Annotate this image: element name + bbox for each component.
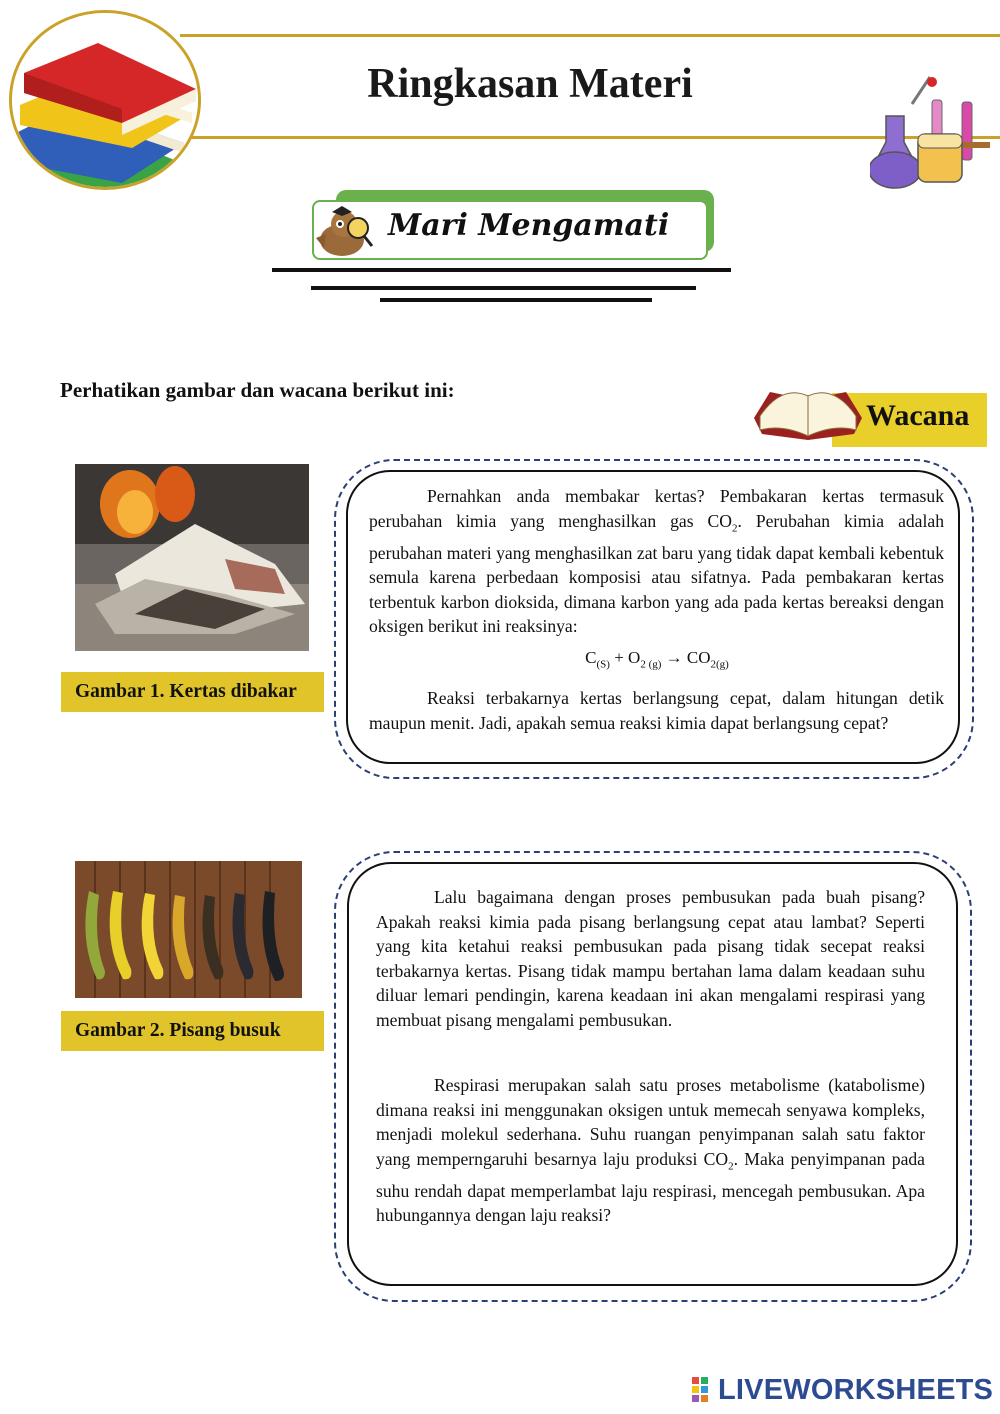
- combustion-equation: $C_{(S)} + O_2$ $_{(g)} \to CO_{2(g)}$: [585, 648, 729, 671]
- divider-rule-1: [272, 268, 731, 272]
- flask-icon: [870, 72, 995, 197]
- header-rule-top: [180, 34, 1000, 37]
- burning-paper-photo: [75, 464, 309, 651]
- passage-2-paragraph-1: Lalu bagaimana dengan proses pembusukan pada buah pisang? Apakah reaksi kimia pada pisang berlangsung cepat atau lambat? Seperti yang kita ketahui reaksi pembusukan pada pisang tidak secepat reaksi terbakarnya kertas. Pisang tidak mampu bertahan lama dalam keadaan suhu diluar lemari pendingin, karena keadaan ini akan mengalami respirasi yang membuat pisang mengalami pembusukan.: [376, 887, 925, 1030]
- passage-1-paragraph-1: Pernahkan anda membakar kertas? Pembakaran kertas termasuk perubahan kimia yang menghasilkan gas $CO_2$. Perubahan kimia adalah perubahan materi yang menghasilkan zat baru yang tidak dapat kembali kebentuk semula karena perbedaan komposisi atau sifatnya. Pada pembakaran kertas terbentuk karbon dioksida, dimana karbon yang ada pada kertas bereaksi dengan oksigen berikut ini reaksinya:: [369, 486, 944, 637]
- owl-magnifier-icon: [312, 204, 382, 260]
- wacana-label: Wacana: [866, 399, 970, 432]
- divider-rule-2: [311, 286, 696, 290]
- divider-rule-3: [380, 298, 652, 302]
- burning-paper-image: [75, 464, 309, 651]
- books-icon: [12, 13, 201, 190]
- passage-2-paragraph-2: Respirasi merupakan salah satu proses metabolisme (katabolisme) dimana reaksi ini menggunakan oksigen untuk memecah senyawa kompleks, menjadi molekul sederhana. Suhu ruangan penyimpanan salah satu faktor yang memperngaruhi besarnya laju produksi $CO_2$. Maka penyimpanan pada suhu rendah dapat memperlambat laju respirasi, mencegah pembusukan. Apa hubungannya dengan laju reaksi?: [376, 1075, 925, 1226]
- page-title: Ringkasan Materi: [367, 61, 693, 107]
- passage-1-paragraph-2: Reaksi terbakarnya kertas berlangsung cepat, dalam hitungan detik maupun menit. Jadi, apakah semua reaksi kimia dapat berlangsung cepat?: [369, 688, 944, 733]
- bananas-image: [75, 861, 302, 998]
- instruction-text: Perhatikan gambar dan wacana berikut ini:: [60, 378, 455, 402]
- open-book-icon: [752, 378, 864, 448]
- banner-title: Mari Mengamati: [388, 208, 670, 243]
- caption-gambar-1: Gambar 1. Kertas dibakar: [61, 672, 324, 712]
- banana-photo: [75, 861, 302, 998]
- books-illustration: [9, 10, 201, 190]
- liveworksheets-logo[interactable]: LIVEWORKSHEETS: [718, 1374, 994, 1406]
- liveworksheets-logo-icon: [692, 1377, 718, 1403]
- caption-gambar-2: Gambar 2. Pisang busuk: [61, 1011, 324, 1051]
